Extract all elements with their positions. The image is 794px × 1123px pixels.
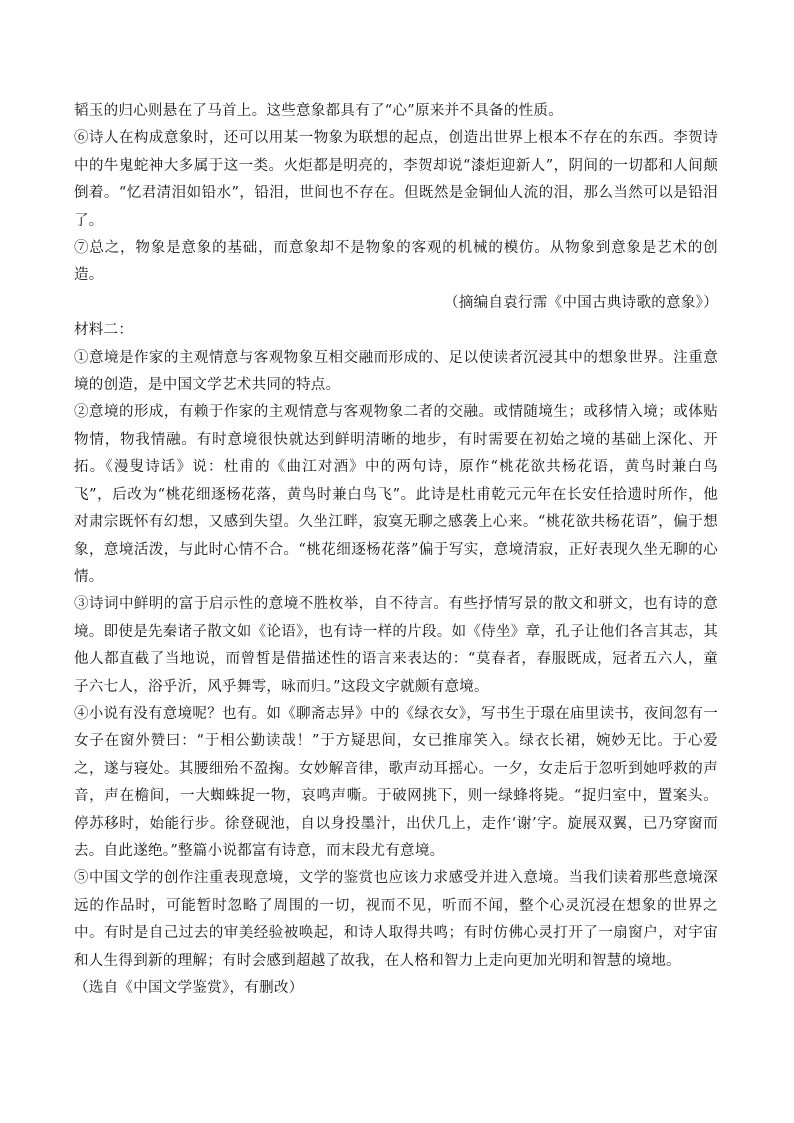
paragraph-7: ⑦总之，物象是意象的基础，而意象却不是物象的客观的机械的模仿。从物象到意象是艺术的创造。 — [74, 240, 718, 284]
paragraph-6: ⑥诗人在构成意象时，还可以用某一物象为联想的起点，创造出世界上根本不存在的东西。李贺诗中的牛鬼蛇神大多属于这一类。火炬都是明亮的，李贺却说“漆炬迎新人”，阴间的一切都和人间颠倒着。“忆君清泪如铅水”，铅泪，世间也不存在。但既然是金铜仙人流的泪，那么当然可以是铅泪了。 — [74, 130, 718, 229]
paragraph-m2-1: ①意境是作家的主观情意与客观物象互相交融而形成的、足以使读者沉浸其中的想象世界。注重意境的创造，是中国文学艺术共同的特点。 — [74, 349, 718, 394]
paragraph-m2-2: ②意境的形成，有赖于作家的主观情意与客观物象二者的交融。或情随境生；或移情入境；或体贴物情，物我情融。有时意境很快就达到鲜明清晰的地步，有时需要在初始之境的基础上深化、开拓。《漫叟诗话》说：杜甫的《曲江对酒》中的两句诗，原作“桃花欲共杨花语，黄鸟时兼白鸟飞”，后改为“桃花细逐杨花落，黄鸟时兼白鸟飞”。此诗是杜甫乾元元年在长安任拾遗时所作，他对肃宗既怀有幻想，又感到失望。久坐江畔，寂寞无聊之感袭上心来。“桃花欲共杨花语”，偏于想象，意境活泼，与此时心情不合。“桃花细逐杨花落”偏于写实，意境清寂，正好表现久坐无聊的心情。 — [74, 404, 718, 585]
document-body — [74, 98, 718, 1002]
material1-source: （摘编自袁行霈《中国古典诗歌的意象》） — [444, 294, 718, 311]
paragraph-m2-3: ③诗词中鲜明的富于启示性的意境不胜枚举，自不待言。有些抒情写景的散文和骈文，也有诗的意境。即使是先秦诸子散文如《论语》，也有诗一样的片段。如《侍坐》章，孔子让他们各言其志，其他人都直截了当地说，而曾皙是借描述性的语言来表达的：“莫春者，春服既成，冠者五六人，童子六七人，浴乎沂，风乎舞雩，咏而归。”这段文字就颇有意境。 — [74, 596, 718, 695]
paragraph-m2-4: ④小说有没有意境呢？也有。如《聊斋志异》中的《绿衣女》，写书生于璟在庙里读书，夜间忽有一女子在窗外赞曰：“于相公勤读哉！”于方疑思间，女已推扉笑入。绿衣长裙，婉妙无比。于心爱之，遂与寝处。其腰细殆不盈掬。女妙解音律，歌声动耳摇心。一夕，女走后于忽听到她呼救的声音，声在檐间，一大蜘蛛捉一物，哀鸣声嘶。于破网挑下，则一绿蜂将毙。“捉归室中，置案头。停苏移时，始能行步。徐登砚池，自以身投墨汁，出伏几上，走作‘谢’字。旋展双翼，已乃穿窗而去。自此遂绝。”整篇小说都富有诗意，而末段尤有意境。 — [74, 705, 718, 859]
paragraph-m2-5: ⑤中国文学的创作注重表现意境，文学的鉴赏也应该力求感受并进入意境。当我们读着那些意境深远的作品时，可能暂时忽略了周围的一切，视而不见，听而不闻，整个心灵沉浸在想象的世界之中。有时是自己过去的审美经验被唤起，和诗人取得共鸣；有时仿佛心灵打开了一扇窗户，对宇宙和人生得到新的理解；有时会感到超越了故我，在人格和智力上走向更加光明和智慧的境地。 — [74, 870, 718, 969]
material2-source: （选自《中国文学鉴赏》，有删改） — [74, 980, 304, 996]
paragraph-continuation: 韬玉的归心则悬在了马首上。这些意象都具有了“心”原来并不具备的性质。 — [74, 103, 564, 119]
material2-heading: 材料二： — [74, 322, 134, 339]
